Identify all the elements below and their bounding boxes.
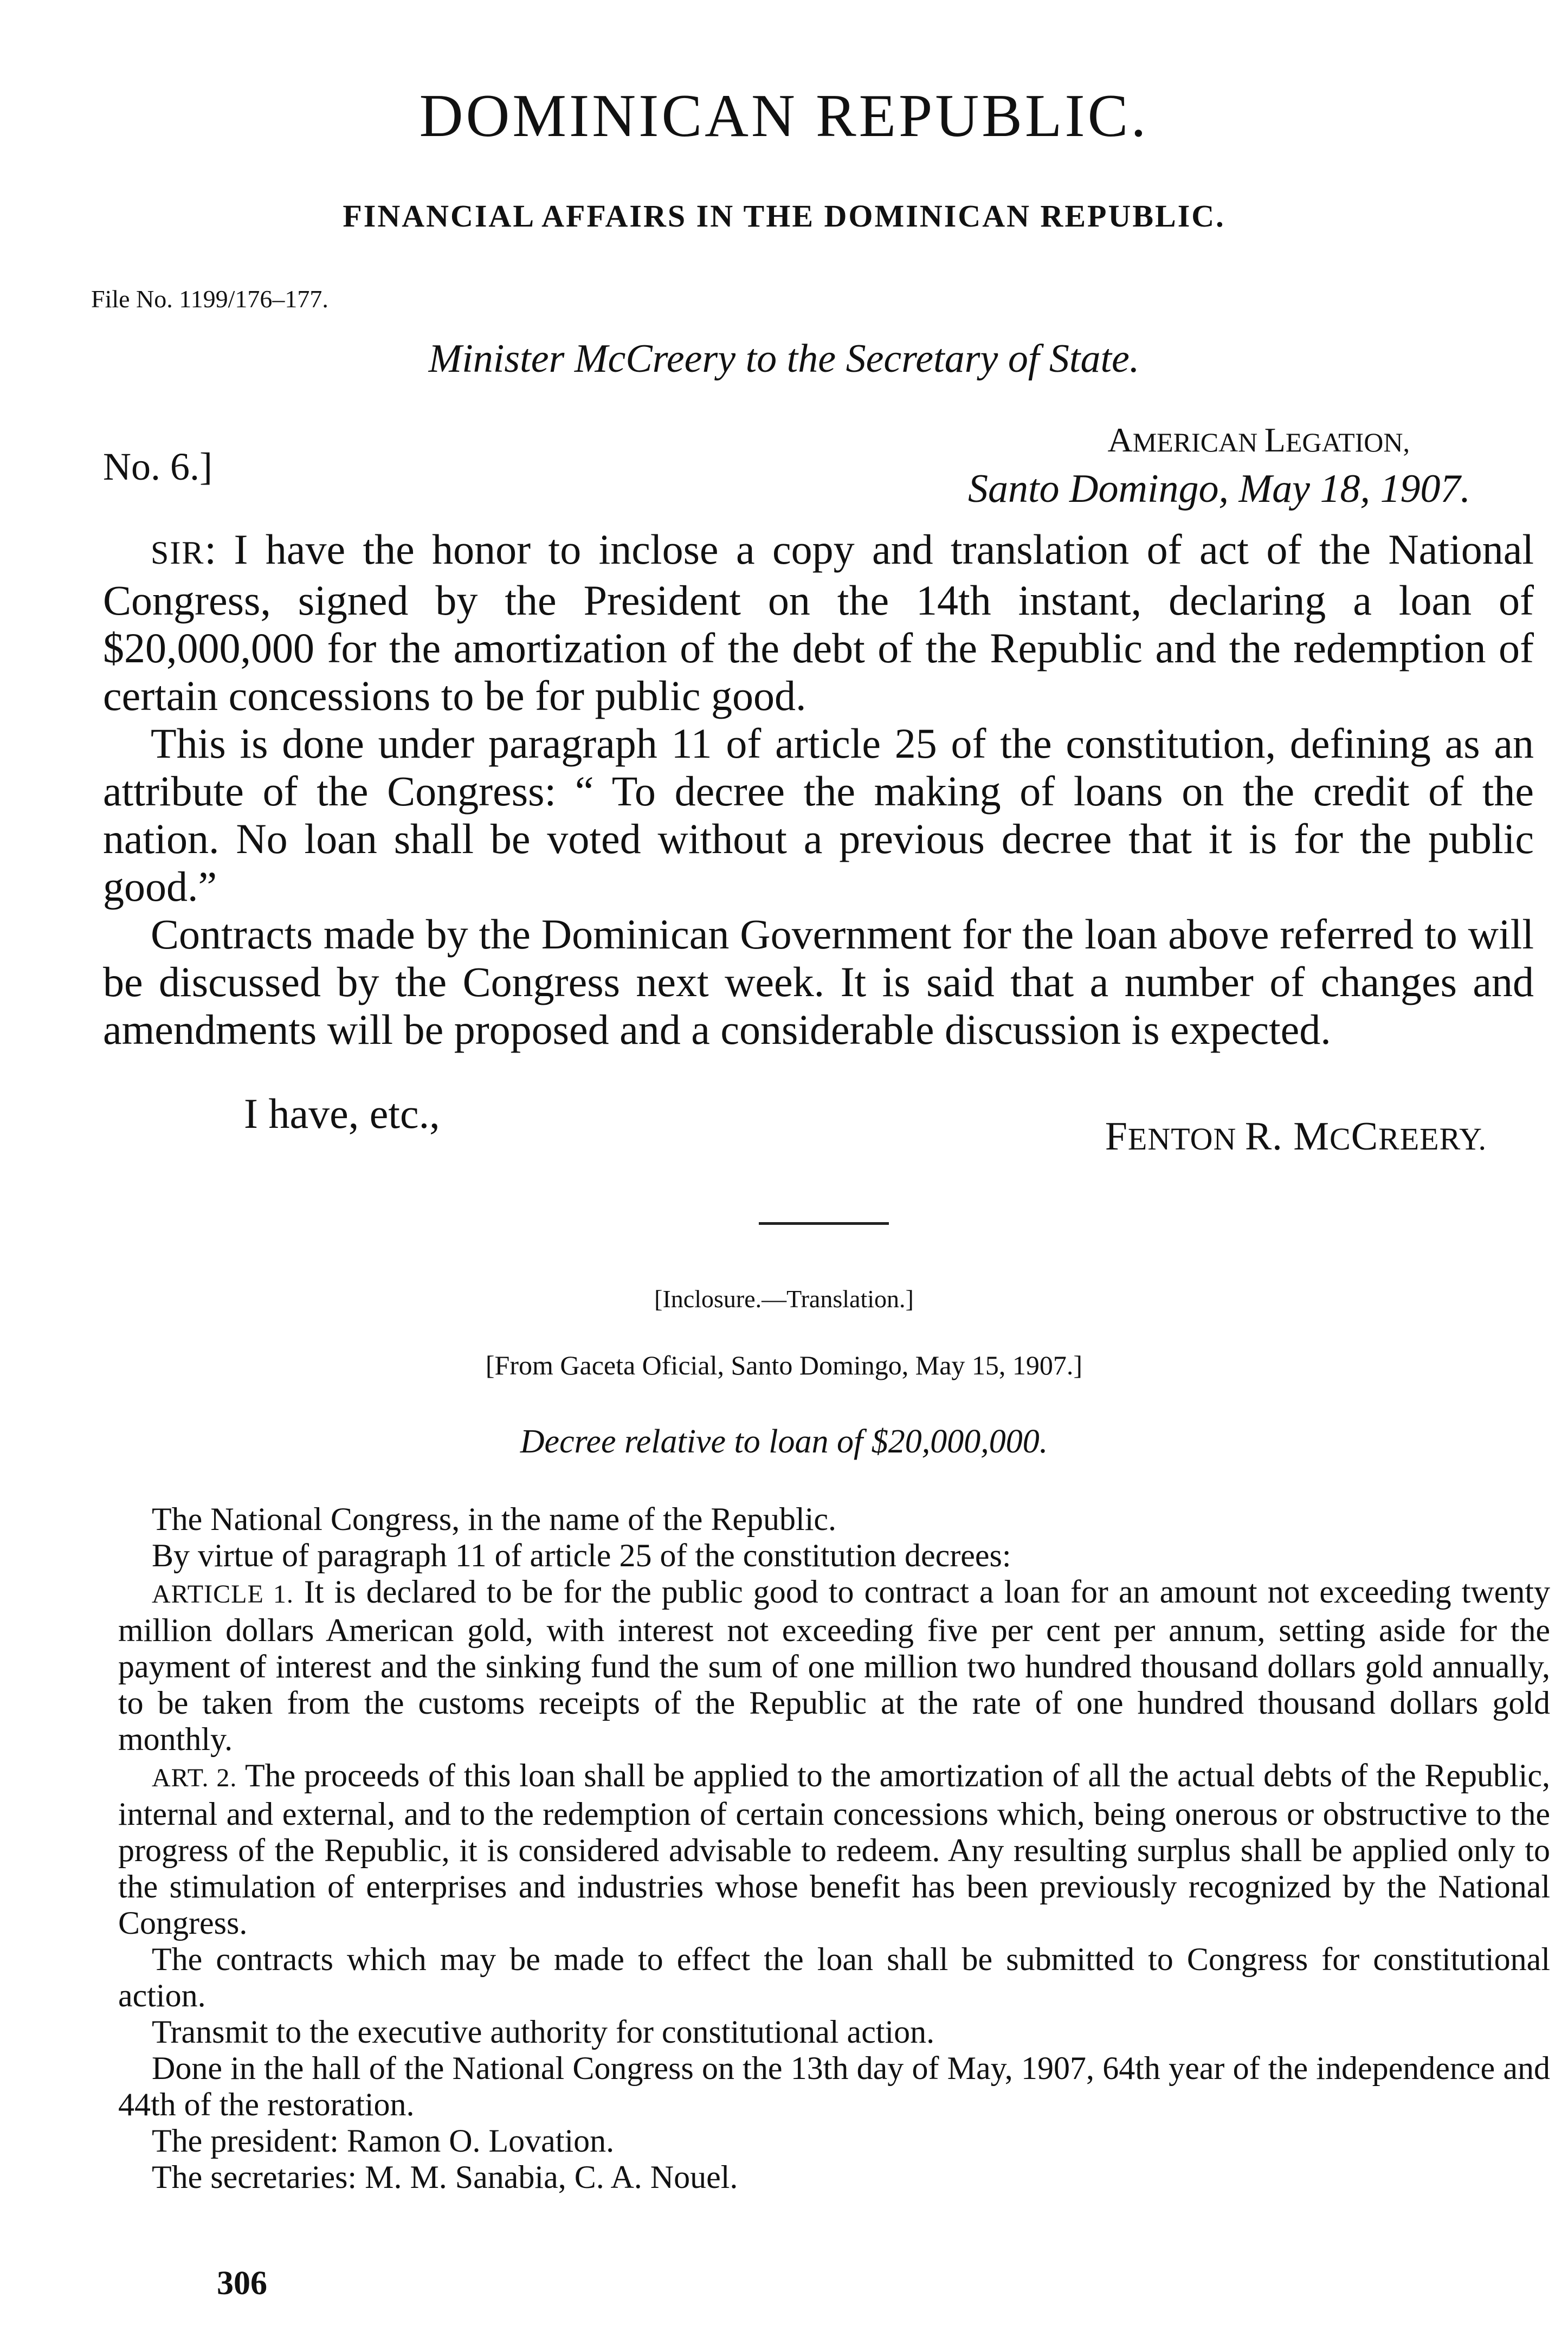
page-number: 306 bbox=[217, 2265, 267, 2302]
decree-done-paragraph: Done in the hall of the National Congress on the 13th day of May, 1907, 64th year of the independence and 44th of the restoration. bbox=[118, 2050, 1550, 2122]
decree-transmit-paragraph: Transmit to the executive authority for constitutional action. bbox=[152, 2014, 935, 2050]
country-heading: DOMINICAN REPUBLIC. bbox=[419, 82, 1149, 150]
decree-title: Decree relative to loan of $20,000,000. bbox=[520, 1423, 1048, 1460]
article-text: The proceeds of this loan shall be applied to the amortization of all the actual debts of the Republic, internal and external, and to the redemption of certain concessions which, being onerous or obstructive to the progress of the Republic, it is considered advisable to redeem. Any resulting surplus shall be applied only to the stimulation of enterprises and industries whose benefit has been previously recognized by the National Congress. bbox=[118, 1758, 1550, 1941]
article-label: ART. 2. bbox=[152, 1764, 237, 1792]
signature-part: C bbox=[1330, 1121, 1351, 1157]
signature-part: C bbox=[1351, 1114, 1379, 1159]
letter-closing: I have, etc., bbox=[244, 1090, 440, 1137]
decree-article-1 bbox=[118, 1574, 1550, 1758]
decree-article-2 bbox=[118, 1758, 1550, 1941]
signature-part: F bbox=[1105, 1114, 1128, 1159]
dispatch-number: No. 6.] bbox=[103, 445, 212, 488]
place-and-date: Santo Domingo, May 18, 1907. bbox=[968, 467, 1470, 511]
legation-word-rest-2: EGATION, bbox=[1285, 427, 1410, 457]
signature-part: R. M bbox=[1244, 1114, 1330, 1159]
signature-part: REERY bbox=[1378, 1121, 1479, 1157]
file-number: File No. 1199/176–177. bbox=[91, 285, 328, 313]
decree-contracts-paragraph: The contracts which may be made to effect the loan shall be submitted to Congress for constitutional action. bbox=[118, 1941, 1550, 2013]
letter-paragraph-2: This is done under paragraph 11 of article 25 of the constitution, defining as an attribute of the Congress: “ To decree the making of loans on the credit of the nation. No loan shall be voted without a previous decree that it is for the public good.” bbox=[103, 720, 1534, 910]
signature bbox=[1105, 1114, 1487, 1160]
section-divider bbox=[759, 1222, 889, 1225]
signature-part: . bbox=[1478, 1121, 1487, 1157]
decree-preamble: By virtue of paragraph 11 of article 25 of the constitution decrees: bbox=[152, 1538, 1011, 1573]
letter-title: Minister McCreery to the Secretary of State. bbox=[428, 337, 1140, 381]
letter-body bbox=[103, 526, 1534, 1054]
decree-preamble: The National Congress, in the name of the Republic. bbox=[152, 1501, 837, 1537]
paragraph-text: : I have the honor to inclose a copy and translation of act of the National Congress, signed by the President on the 14th instant, declaring a loan of $20,000,000 for the amortization of the debt of the Republic and the redemption of certain concessions to be for public good. bbox=[103, 526, 1534, 719]
legation-header bbox=[1107, 420, 1410, 460]
legation-initial-l: L bbox=[1264, 421, 1286, 459]
legation-initial-a: A bbox=[1107, 421, 1133, 459]
inclosure-source: [From Gaceta Oficial, Santo Domingo, May 15, 1907.] bbox=[485, 1350, 1083, 1380]
legation-word-rest: MERICAN bbox=[1132, 427, 1264, 457]
decree-body bbox=[118, 1501, 1550, 2196]
signature-part: ENTON bbox=[1127, 1121, 1245, 1157]
inclosure-label: [Inclosure.—Translation.] bbox=[654, 1285, 914, 1313]
article-label: ARTICLE 1. bbox=[152, 1580, 294, 1609]
article-text: It is declared to be for the public good to contract a loan for an amount not exceeding twenty million dollars American gold, with interest not exceeding five per cent per annum, setting aside for the payment of interest and the sinking fund the sum of one million two hundred thousand dollars gold annually, to be taken from the customs receipts of the Republic at the rate of one hundred thousand dollars gold monthly. bbox=[118, 1574, 1550, 1757]
letter-paragraph-3: Contracts made by the Dominican Government for the loan above referred to will be discussed by the Congress next week. It is said that a number of changes and amendments will be proposed and a considerable discussion is expected. bbox=[103, 911, 1534, 1053]
decree-secretaries: The secretaries: M. M. Sanabia, C. A. Nouel. bbox=[152, 2159, 738, 2195]
section-subject-heading: FINANCIAL AFFAIRS IN THE DOMINICAN REPUBLIC. bbox=[343, 198, 1225, 234]
letter-paragraph-1 bbox=[103, 526, 1534, 720]
salutation: SIR bbox=[151, 535, 205, 571]
decree-president: The president: Ramon O. Lovation. bbox=[152, 2123, 615, 2159]
